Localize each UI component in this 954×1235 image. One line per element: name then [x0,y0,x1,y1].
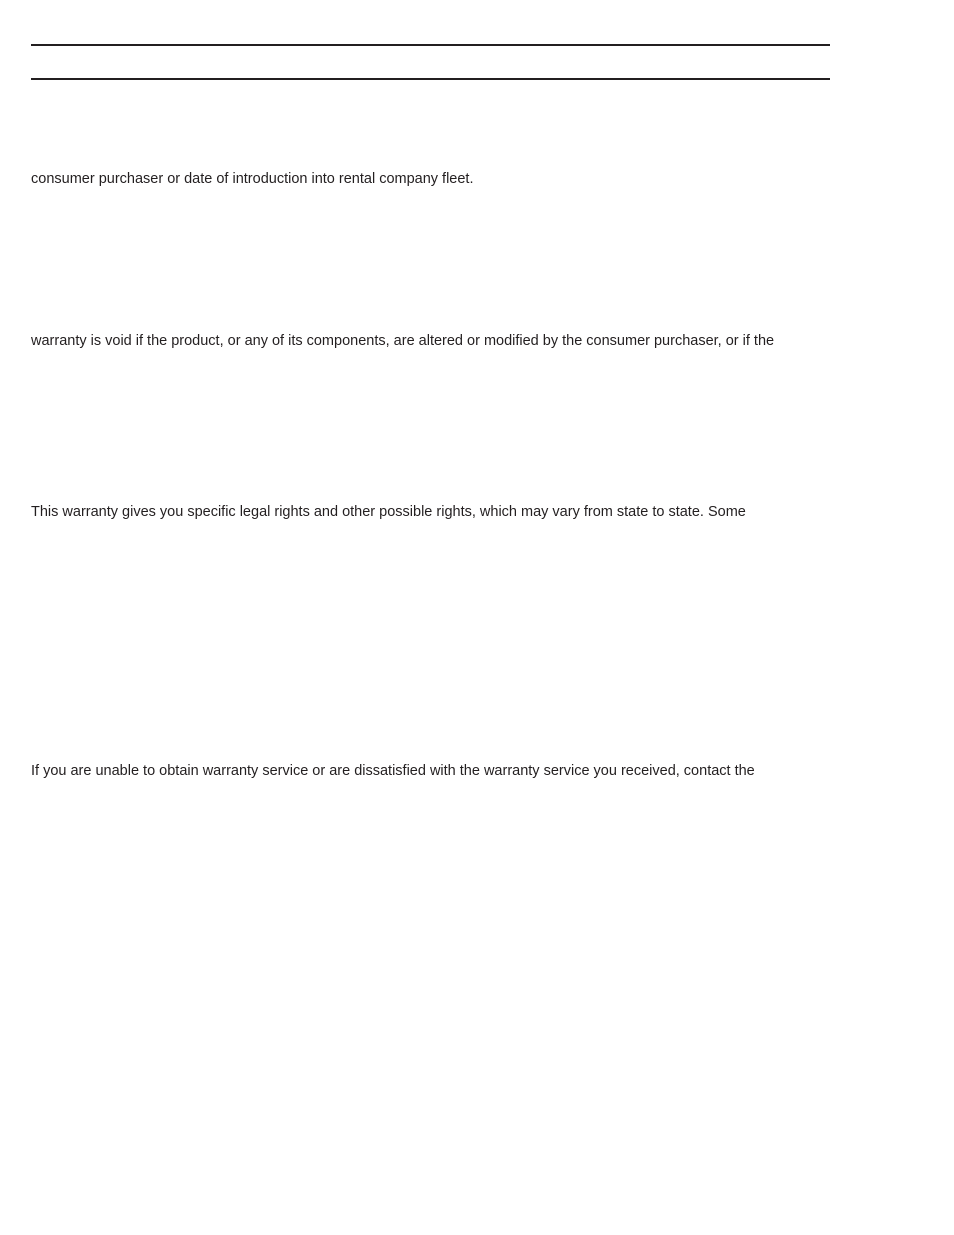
header-rule-top [31,44,830,46]
text-line-warranty-service: If you are unable to obtain warranty service or are dissatisfied with the warranty service you received, contact the [31,763,755,779]
text-line-warranty-void: warranty is void if the product, or any of its components, are altered or modified by the consumer purchaser, or if the [31,333,775,349]
text-line-legal-rights: This warranty gives you specific legal rights and other possible rights, which may vary from state to state. Some [31,504,746,520]
text-line-rental-fleet: consumer purchaser or date of introduction into rental company fleet. [31,171,474,187]
header-rule-bottom [31,78,830,80]
